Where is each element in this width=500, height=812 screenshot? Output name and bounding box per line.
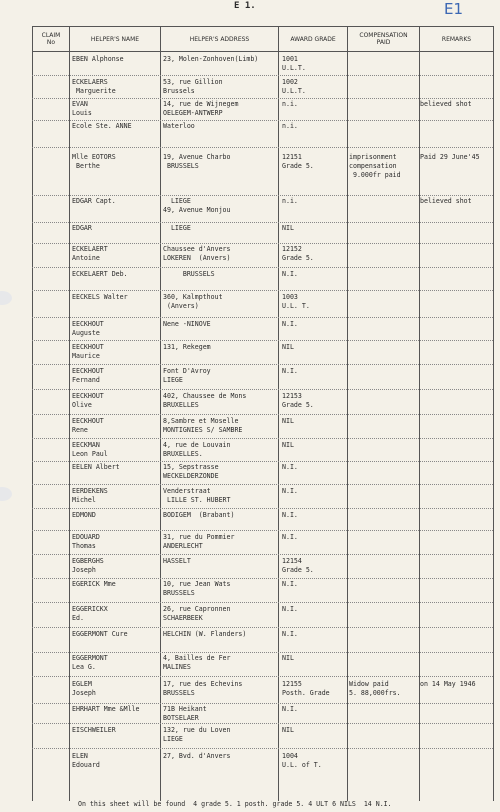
row-divider — [32, 98, 493, 99]
cell-award: N.I. — [282, 463, 298, 471]
cell-award: N.I. — [282, 320, 298, 328]
cell-award: N.I. — [282, 533, 298, 541]
header-helpers-name: HELPER'S NAME — [90, 35, 140, 43]
cell-address: 23, Molen-Zonhoven(Limb) — [163, 55, 259, 63]
punch-hole — [0, 291, 12, 305]
cell-name: EGLEM Joseph — [72, 680, 96, 697]
cell-award: 1002 U.L.T. — [282, 78, 306, 95]
cell-compensation: imprisonment compensation 9.000fr paid — [349, 153, 401, 179]
cell-name: Mlle EOTORS Berthe — [72, 153, 116, 170]
cell-address: 53, rue Gillion Brussels — [163, 78, 223, 95]
cell-address: 26, rue Capronnen SCHAERBEEK — [163, 605, 231, 622]
cell-address: LIEGE — [163, 224, 191, 232]
cell-name: ELEN Edouard — [72, 752, 100, 769]
cell-address: Chaussee d'Anvers LOKEREN (Anvers) — [163, 245, 231, 262]
cell-award: 12152 Grade 5. — [282, 245, 314, 262]
cell-remarks: believed shot — [420, 100, 472, 108]
cell-award: N.I. — [282, 367, 298, 375]
row-divider — [32, 748, 493, 749]
cell-address: Font D'Avroy LIEGE — [163, 367, 211, 384]
cell-address: 4, rue de Louvain BRUXELLES. — [163, 441, 231, 458]
cell-address: 10, rue Jean Wats BRUSSELS — [163, 580, 231, 597]
cell-award: N.I. — [282, 580, 298, 588]
cell-address: 8,Sambre et Moselle MONTIGNIES S/ SAMBRE — [163, 417, 243, 434]
cell-address: 360, Kalmpthout (Anvers) — [163, 293, 223, 310]
cell-address: 17, rue des Echevins BRUSSELS — [163, 680, 243, 697]
cell-name: ECKELAERS Marguerite — [72, 78, 116, 95]
cell-name: EECKHOUT Rene — [72, 417, 104, 434]
cell-name: EECKHOUT Maurice — [72, 343, 104, 360]
cell-remarks: believed shot — [420, 197, 472, 205]
cell-award: N.I. — [282, 630, 298, 638]
cell-address: LIEGE 49, Avenue Monjou — [163, 197, 231, 214]
cell-name: EHRHART Mme &Mlle — [72, 705, 140, 713]
cell-name: ECKELAERT Deb. — [72, 270, 128, 278]
row-divider — [32, 389, 493, 390]
cell-name: EECKHOUT Auguste — [72, 320, 104, 337]
cell-award: 1003 U.L. T. — [282, 293, 310, 310]
cell-name: EGGERMONT Lea G. — [72, 654, 108, 671]
handwritten-mark: E1 — [444, 0, 464, 18]
cell-name: EELEN Albert — [72, 463, 120, 471]
row-divider — [32, 627, 493, 628]
cell-name: EISCHWEILER — [72, 726, 116, 734]
row-divider — [32, 290, 493, 291]
cell-name: EGGERICKX Ed. — [72, 605, 108, 622]
row-divider — [32, 243, 493, 244]
cell-award: N.I. — [282, 270, 298, 278]
column-divider — [493, 26, 494, 801]
cell-name: EECKMAN Leon Paul — [72, 441, 108, 458]
cell-address: 71B Heikant BOTSELAER — [163, 705, 207, 722]
cell-name: EGERICK Mme — [72, 580, 116, 588]
punch-hole — [0, 487, 12, 501]
cell-name: ECKELAERT Antoine — [72, 245, 108, 262]
row-divider — [32, 438, 493, 439]
cell-address: 131, Rekegem — [163, 343, 211, 351]
row-divider — [32, 75, 493, 76]
cell-name: EDOUARD Thomas — [72, 533, 100, 550]
cell-name: EGGERMONT Cure — [72, 630, 128, 638]
cell-address: 27, Bvd. d'Anvers — [163, 752, 231, 760]
cell-award: 1004 U.L. of T. — [282, 752, 322, 769]
row-divider — [32, 578, 493, 579]
cell-name: EDGAR — [72, 224, 92, 232]
cell-name: EDGAR Capt. — [72, 197, 116, 205]
header-helpers-address: HELPER'S ADDRESS — [189, 35, 250, 43]
cell-address: Venderstraat LILLE ST. HUBERT — [163, 487, 231, 504]
header-divider — [32, 51, 493, 52]
cell-award: 1001 U.L.T. — [282, 55, 306, 72]
cell-award: NIL — [282, 224, 294, 232]
header-claim-no: CLAIM No — [41, 32, 61, 46]
row-divider — [32, 484, 493, 485]
cell-address: 4, Bailles de Fer MALINES — [163, 654, 231, 671]
sheet-summary: On this sheet will be found 4 grade 5. 1 posth. grade 5. 4 ULT 6 NILS 14 N.I. — [78, 800, 392, 808]
cell-award: N.I. — [282, 605, 298, 613]
cell-address: 132, rue du Loven LIEGE — [163, 726, 231, 743]
cell-award: NIL — [282, 343, 294, 351]
cell-award: n.i. — [282, 197, 298, 205]
cell-award: n.i. — [282, 122, 298, 130]
row-divider — [32, 267, 493, 268]
cell-name: Ecole Ste. ANNE — [72, 122, 132, 130]
cell-compensation: Widow paid 5. 88,000frs. — [349, 680, 401, 697]
row-divider — [32, 530, 493, 531]
cell-award: 12151 Grade 5. — [282, 153, 314, 170]
cell-address: 15, Sepstrasse WECKELDERZONDE — [163, 463, 219, 480]
row-divider — [32, 195, 493, 196]
row-divider — [32, 364, 493, 365]
cell-address: 19, Avenue Charbo BRUSSELS — [163, 153, 231, 170]
cell-award: NIL — [282, 441, 294, 449]
row-divider — [32, 508, 493, 509]
row-divider — [32, 414, 493, 415]
header-award-grade: AWARD GRADE — [290, 35, 336, 43]
cell-award: NIL — [282, 726, 294, 734]
row-divider — [32, 652, 493, 653]
row-divider — [32, 317, 493, 318]
row-divider — [32, 340, 493, 341]
cell-award: NIL — [282, 417, 294, 425]
cell-name: EECKHOUT Fernand — [72, 367, 104, 384]
row-divider — [32, 703, 493, 704]
cell-name: EDMOND — [72, 511, 96, 519]
cell-address: Waterloo — [163, 122, 195, 130]
cell-address: BODIGEM (Brabant) — [163, 511, 235, 519]
header-compensation-paid: COMPENSATION PAID — [359, 32, 408, 46]
cell-remarks: on 14 May 1946 — [420, 680, 476, 688]
row-divider — [32, 676, 493, 677]
cell-award: NIL — [282, 654, 294, 662]
row-divider — [32, 222, 493, 223]
cell-name: EGBERGHS Joseph — [72, 557, 104, 574]
cell-award: 12155 Posth. Grade — [282, 680, 330, 697]
cell-address: 31, rue du Pommier ANDERLECHT — [163, 533, 235, 550]
header-remarks: REMARKS — [441, 35, 472, 43]
row-divider — [32, 147, 493, 148]
cell-award: N.I. — [282, 705, 298, 713]
sheet-code: E 1. — [234, 1, 256, 11]
cell-award: N.I. — [282, 487, 298, 495]
cell-award: N.I. — [282, 511, 298, 519]
cell-remarks: Paid 29 June'45 — [420, 153, 480, 161]
row-divider — [32, 461, 493, 462]
row-divider — [32, 120, 493, 121]
cell-award: 12153 Grade 5. — [282, 392, 314, 409]
cell-address: BRUSSELS — [163, 270, 215, 278]
row-divider — [32, 723, 493, 724]
cell-name: EERDEKENS Michel — [72, 487, 108, 504]
cell-name: EBEN Alphonse — [72, 55, 124, 63]
cell-award: n.i. — [282, 100, 298, 108]
cell-name: EECKELS Walter — [72, 293, 128, 301]
cell-address: HASSELT — [163, 557, 191, 565]
cell-name: EECKHOUT Olive — [72, 392, 104, 409]
cell-address: HELCHIN (W. Flanders) — [163, 630, 247, 638]
cell-address: 402, Chaussee de Mons BRUXELLES — [163, 392, 247, 409]
row-divider — [32, 602, 493, 603]
cell-address: Nene -NINOVE — [163, 320, 211, 328]
cell-address: 14, rue de Wijnegem OELEGEM-ANTWERP — [163, 100, 239, 117]
cell-award: 12154 Grade 5. — [282, 557, 314, 574]
cell-name: EVAN Louis — [72, 100, 92, 117]
row-divider — [32, 554, 493, 555]
